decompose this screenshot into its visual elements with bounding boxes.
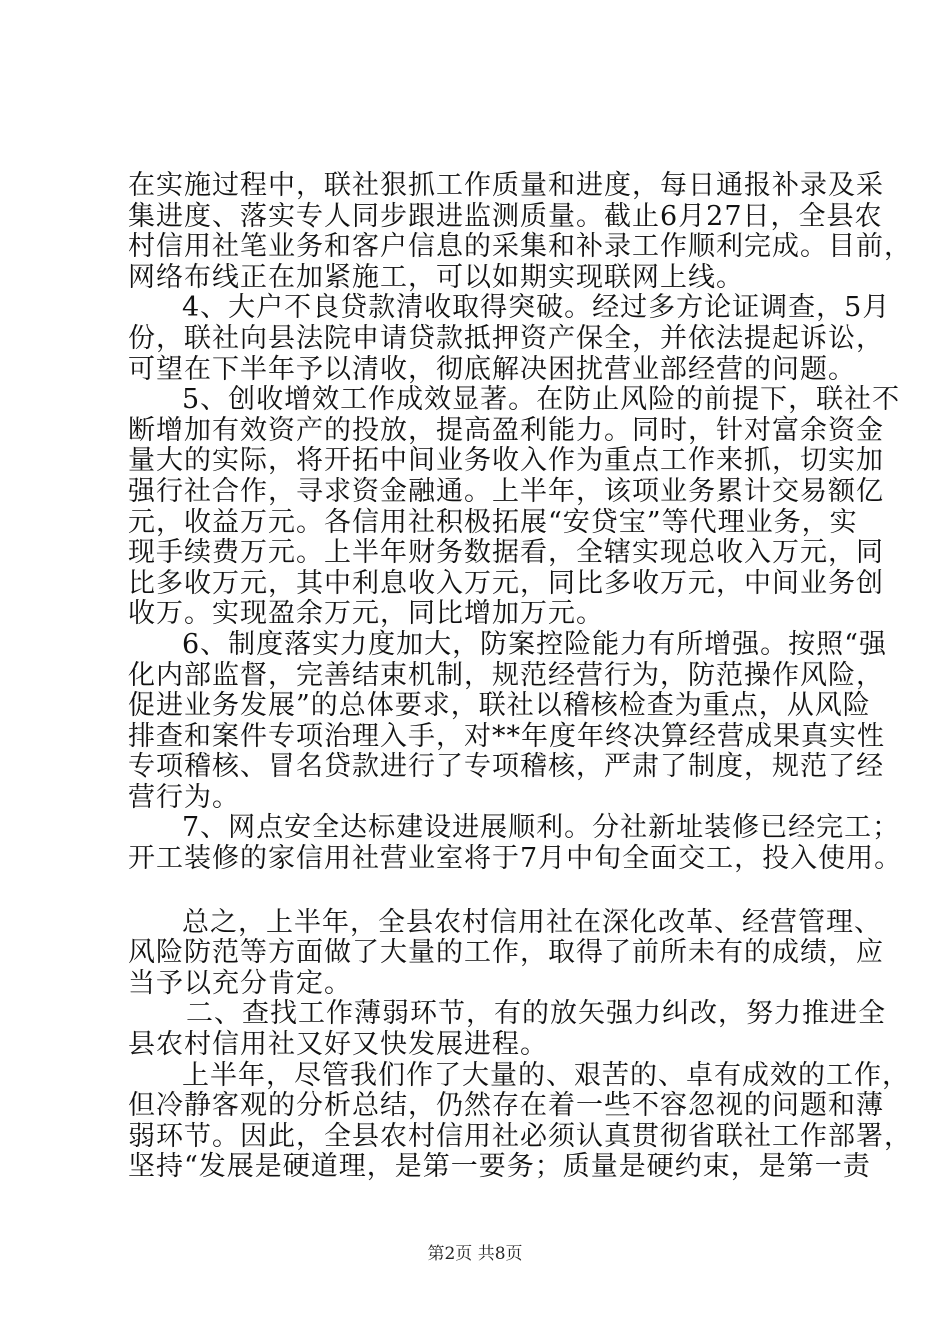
text-line: 坚持“发展是硬道理，是第一要务；质量是硬约束，是第一责 [128,1151,871,1183]
summary-paragraph-start: 总之，上半年，全县农村信用社在深化改革、经营管理、 [182,906,882,938]
text-line: 弱环节。因此，全县农村信用社必须认真贯彻省联社工作部署， [128,1120,912,1152]
text-line: 开工装修的家信用社营业室将于7月中旬全面交工，投入使用。 [128,843,903,875]
text-line: 元，收益万元。各信用社积极拓展“安贷宝”等代理业务，实 [128,506,858,538]
text-line: 当予以充分肯定。 [128,967,352,999]
text-line: 网络布线正在加紧施工，可以如期实现联网上线。 [128,261,744,293]
text-line: 现手续费万元。上半年财务数据看，全辖实现总收入万元，同 [128,537,884,569]
paragraph-5-start: 5、创收增效工作成效显著。在防止风险的前提下，联社不 [182,384,901,416]
text-line: 在实施过程中，联社狠抓工作质量和进度，每日通报补录及采 [128,170,884,201]
text-line: 收万。实现盈余万元，同比增加万元。 [128,598,604,630]
text-line: 化内部监督，完善结束机制，规范经营行为，防范操作风险， [128,659,884,691]
text-line: 营行为。 [128,781,240,813]
text-line: 断增加有效资产的投放，提高盈利能力。同时，针对富余资金 [128,414,884,446]
text-line: 但冷静客观的分析总结，仍然存在着一些不容忽视的问题和薄 [128,1090,884,1122]
text-line: 排查和案件专项治理入手，对**年度年终决算经营成果真实性 [128,720,885,752]
paragraph-start: 上半年，尽管我们作了大量的、艰苦的、卓有成效的工作， [182,1059,910,1091]
text-line: 比多收万元，其中利息收入万元，同比多收万元，中间业务创 [128,567,884,599]
text-line: 份，联社向县法院申请贷款抵押资产保全，并依法提起诉讼， [128,322,884,354]
text-line: 专项稽核、冒名贷款进行了专项稽核，严肃了制度，规范了经 [128,751,884,783]
paragraph-6-start: 6、制度落实力度加大，防案控险能力有所增强。按照“强 [182,628,887,660]
text-line: 村信用社笔业务和客户信息的采集和补录工作顺利完成。目前， [128,231,912,263]
text-line: 集进度、落实专人同步跟进监测质量。截止6月27日，全县农 [128,200,883,232]
text-line: 县农村信用社又好又快发展进程。 [128,1029,548,1061]
page-number-footer: 第2页 共8页 [427,1244,523,1264]
text-line: 促进业务发展”的总体要求，联社以稽核检查为重点，从风险 [128,690,871,722]
document-body [128,170,912,1183]
paragraph-7-start: 7、网点安全达标建设进展顺利。分社新址装修已经完工； [182,812,901,844]
paragraph-gap [128,875,848,908]
text-line: 量大的实际，将开拓中间业务收入作为重点工作来抓，切实加 [128,445,884,477]
text-line: 可望在下半年予以清收，彻底解决困扰营业部经营的问题。 [128,353,856,385]
text-line: 强行社合作，寻求资金融通。上半年，该项业务累计交易额亿 [128,475,884,507]
text-line: 风险防范等方面做了大量的工作，取得了前所未有的成绩，应 [128,937,884,969]
section-two-heading: 二、查找工作薄弱环节，有的放矢强力纠改，努力推进全 [186,998,886,1030]
paragraph-4-start: 4、大户不良贷款清收取得突破。经过多方论证调查，5月 [182,292,891,324]
